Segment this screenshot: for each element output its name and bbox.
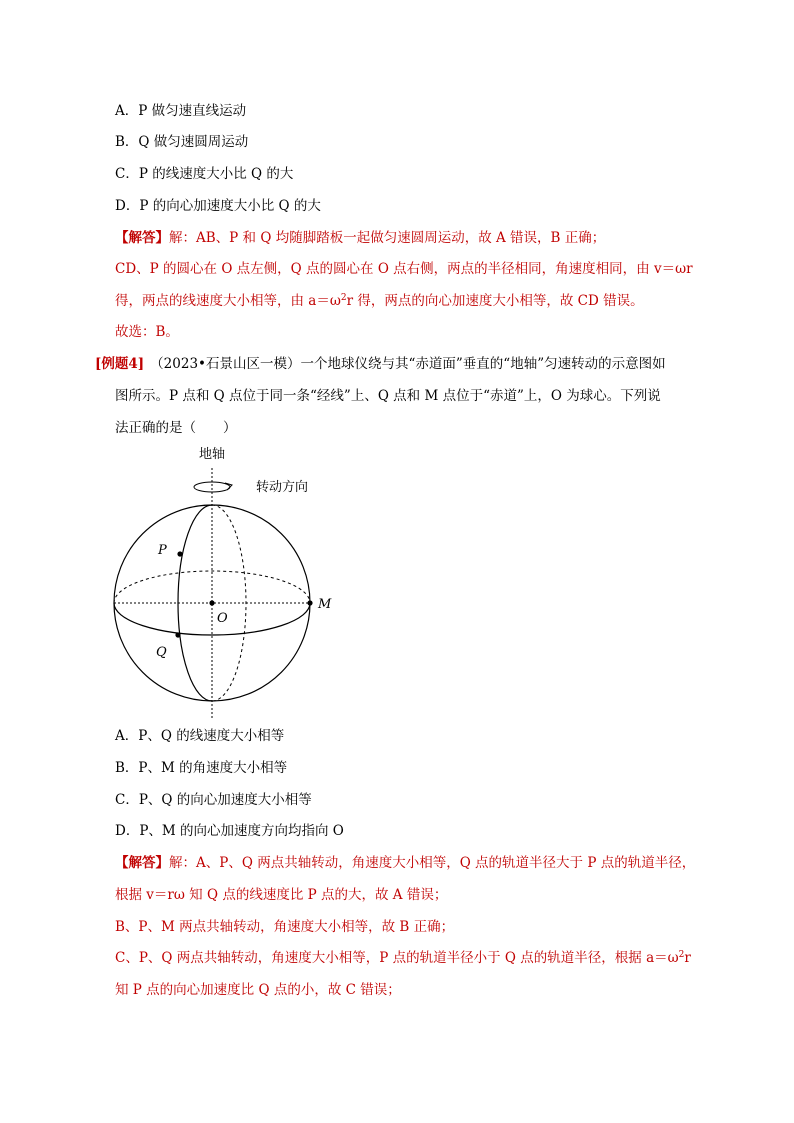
q1-answer-line-2: CD、P 的圆心在 O 点左侧，Q 点的圆心在 O 点右侧，两点的半径相同，角速度相同，由 v＝ωr: [115, 261, 693, 277]
label-o: O: [217, 611, 228, 626]
q2-answer-line-1: [115, 853, 695, 873]
label-p: P: [158, 543, 167, 558]
point-q: [175, 632, 180, 637]
label-m: M: [318, 597, 332, 612]
q2-answer-text-1: 解：A、P、Q 两点共轴转动，角速度大小相等，Q 点的轨道半径大于 P 点的轨道半径，: [169, 855, 696, 871]
q1-answer-text-1: 解：AB、P 和 Q 均随脚踏板一起做匀速圆周运动，故 A 错误，B 正确；: [169, 230, 606, 246]
equator-front: [114, 603, 310, 635]
example4-line-2: 图所示。P 点和 Q 点位于同一条“经线”上、Q 点和 M 点位于“赤道”上，O 为球心。下列说: [115, 388, 661, 404]
superscript: 2: [340, 293, 347, 303]
rotation-label: 转动方向: [256, 480, 309, 495]
example4-text-1: （2023•石景山区一模）一个地球仪绕与其“赤道面”垂直的“地轴”匀速转动的示意图如: [150, 356, 666, 372]
q2-answer-text-4a: C、P、Q 两点共轴转动，角速度大小相等，P 点的轨道半径小于 Q 点的轨道半径，根据 a＝ω: [115, 950, 679, 966]
answer-tag: 【解答】: [115, 855, 169, 871]
q2-answer-text-4b: r: [684, 950, 691, 966]
q1-answer-text-3a: 得，两点的线速度大小相等，由 a＝ω: [115, 293, 341, 309]
superscript: 2: [678, 950, 685, 960]
equator-back: [114, 571, 310, 603]
example4-line-3: 法正确的是（ ）: [115, 420, 237, 436]
rotation-arrow-icon: [194, 482, 230, 492]
example-tag: [例题4]: [95, 356, 145, 372]
q2-answer-line-5: 知 P 点的向心加速度比 Q 点的小，故 C 错误；: [115, 982, 401, 998]
label-q: Q: [156, 645, 167, 660]
q1-option-b: B．Q 做匀速圆周运动: [115, 134, 249, 150]
q1-option-a: A．P 做匀速直线运动: [115, 103, 247, 119]
q2-option-c: C．P、Q 的向心加速度大小相等: [115, 792, 312, 808]
q1-answer-text-3b: r 得，两点的向心加速度大小相等，故 CD 错误。: [346, 293, 644, 309]
q2-option-a: A．P、Q 的线速度大小相等: [115, 728, 285, 744]
point-p: [177, 551, 182, 556]
point-m: [307, 600, 312, 605]
q2-answer-line-4: [115, 948, 691, 968]
globe-diagram: [100, 440, 340, 720]
example4-line-1: [95, 354, 666, 374]
q1-answer-line-3: [115, 291, 644, 311]
q2-answer-line-2: 根据 v＝rω 知 Q 点的线速度比 P 点的大，故 A 错误；: [115, 887, 448, 903]
q2-answer-line-3: B、P、M 两点共轴转动，角速度大小相等，故 B 正确；: [115, 919, 455, 935]
q1-answer-line-4: 故选：B。: [115, 324, 179, 340]
q2-option-d: D．P、M 的向心加速度方向均指向 O: [115, 823, 344, 839]
meridian-back: [212, 505, 246, 701]
q1-option-d: D．P 的向心加速度大小比 Q 的大: [115, 198, 321, 214]
q1-option-c: C．P 的线速度大小比 Q 的大: [115, 166, 294, 182]
axis-label: 地轴: [198, 447, 226, 462]
point-o: [209, 600, 214, 605]
answer-tag: 【解答】: [115, 230, 169, 246]
q1-answer-line-1: [115, 228, 605, 248]
q2-option-b: B．P、M 的角速度大小相等: [115, 760, 288, 776]
